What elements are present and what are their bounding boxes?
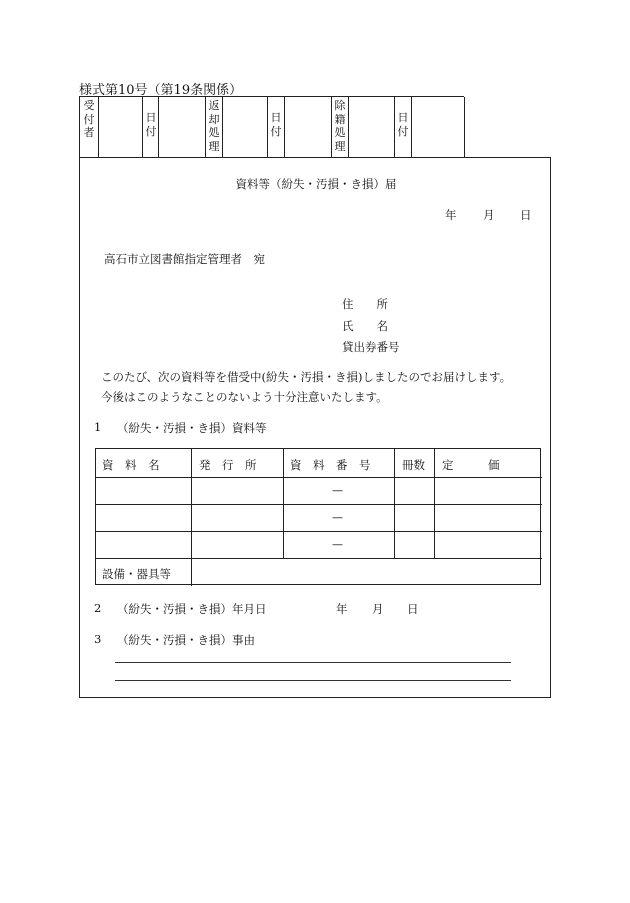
vertical-label: 除 籍 処 理: [334, 99, 346, 153]
box-removal-label: [332, 97, 349, 158]
header-item-number: 資 料 番 号: [290, 458, 371, 472]
row-divider: [96, 558, 542, 559]
card-number-label: 貸出券番号: [342, 340, 400, 354]
name-label: 氏 名: [342, 319, 388, 333]
vertical-label: 受 付 者: [83, 99, 95, 139]
box-date2-field[interactable]: [285, 97, 332, 158]
form-number: 様式第10号（第19条関係）: [79, 83, 243, 98]
items-table: [95, 448, 541, 585]
vertical-label: 返 却 処 理: [208, 99, 220, 153]
item-number-dash: —: [332, 484, 343, 497]
row-divider: [96, 477, 542, 478]
reason-line[interactable]: [115, 662, 511, 663]
header-publisher: 発 行 所: [199, 458, 257, 472]
addressee: 高石市立図書館指定管理者 宛: [104, 252, 265, 266]
box-date3-field[interactable]: [412, 97, 465, 158]
date-day: 日: [520, 208, 532, 222]
row-divider: [96, 504, 542, 505]
section-2-label: （紛失・汚損・き損）年月日: [117, 602, 267, 616]
row-divider: [96, 531, 542, 532]
form-title: 資料等（紛失・汚損・き損）届: [235, 177, 397, 191]
box-receiver-label: [80, 97, 99, 158]
box-return-field[interactable]: [223, 97, 268, 158]
header-count: 冊数: [402, 458, 425, 472]
section-2-number: 2: [94, 601, 102, 615]
vertical-label: 日 付: [270, 111, 282, 138]
section-3-number: 3: [94, 632, 102, 646]
incident-year: 年: [336, 602, 348, 616]
incident-day: 日: [407, 602, 419, 616]
header-title: 資 料 名: [102, 458, 160, 472]
incident-month: 月: [372, 602, 384, 616]
report-form: [79, 157, 551, 698]
header-price: 定 価: [442, 458, 500, 472]
vertical-label: 日 付: [145, 111, 157, 138]
item-number-dash: —: [332, 538, 343, 551]
item-number-dash: —: [332, 511, 343, 524]
section-1-number: 1: [94, 420, 102, 434]
body-text-line-2: 今後はこのようなことのないよう十分注意いたします。: [101, 390, 388, 404]
column-divider: [191, 449, 192, 586]
date-year: 年: [445, 208, 457, 222]
box-date2-label: [268, 97, 285, 158]
box-date3-label: [395, 97, 412, 158]
box-receiver-field[interactable]: [99, 97, 143, 158]
box-date1-field[interactable]: [159, 97, 206, 158]
section-1-label: （紛失・汚損・き損）資料等: [117, 421, 267, 435]
processing-boxes: [79, 96, 464, 158]
reason-line[interactable]: [115, 680, 511, 681]
body-text-line-1: このたび、次の資料等を借受中(紛失・汚損・き損)しましたのでお届けします。: [101, 370, 512, 384]
vertical-label: 日 付: [397, 111, 409, 138]
date-month: 月: [483, 208, 495, 222]
address-label: 住 所: [342, 297, 388, 311]
box-return-label: [206, 97, 223, 158]
equipment-label: 設備・器具等: [102, 567, 171, 581]
section-3-label: （紛失・汚損・き損）事由: [117, 633, 255, 647]
box-date1-label: [143, 97, 159, 158]
box-removal-field[interactable]: [349, 97, 395, 158]
